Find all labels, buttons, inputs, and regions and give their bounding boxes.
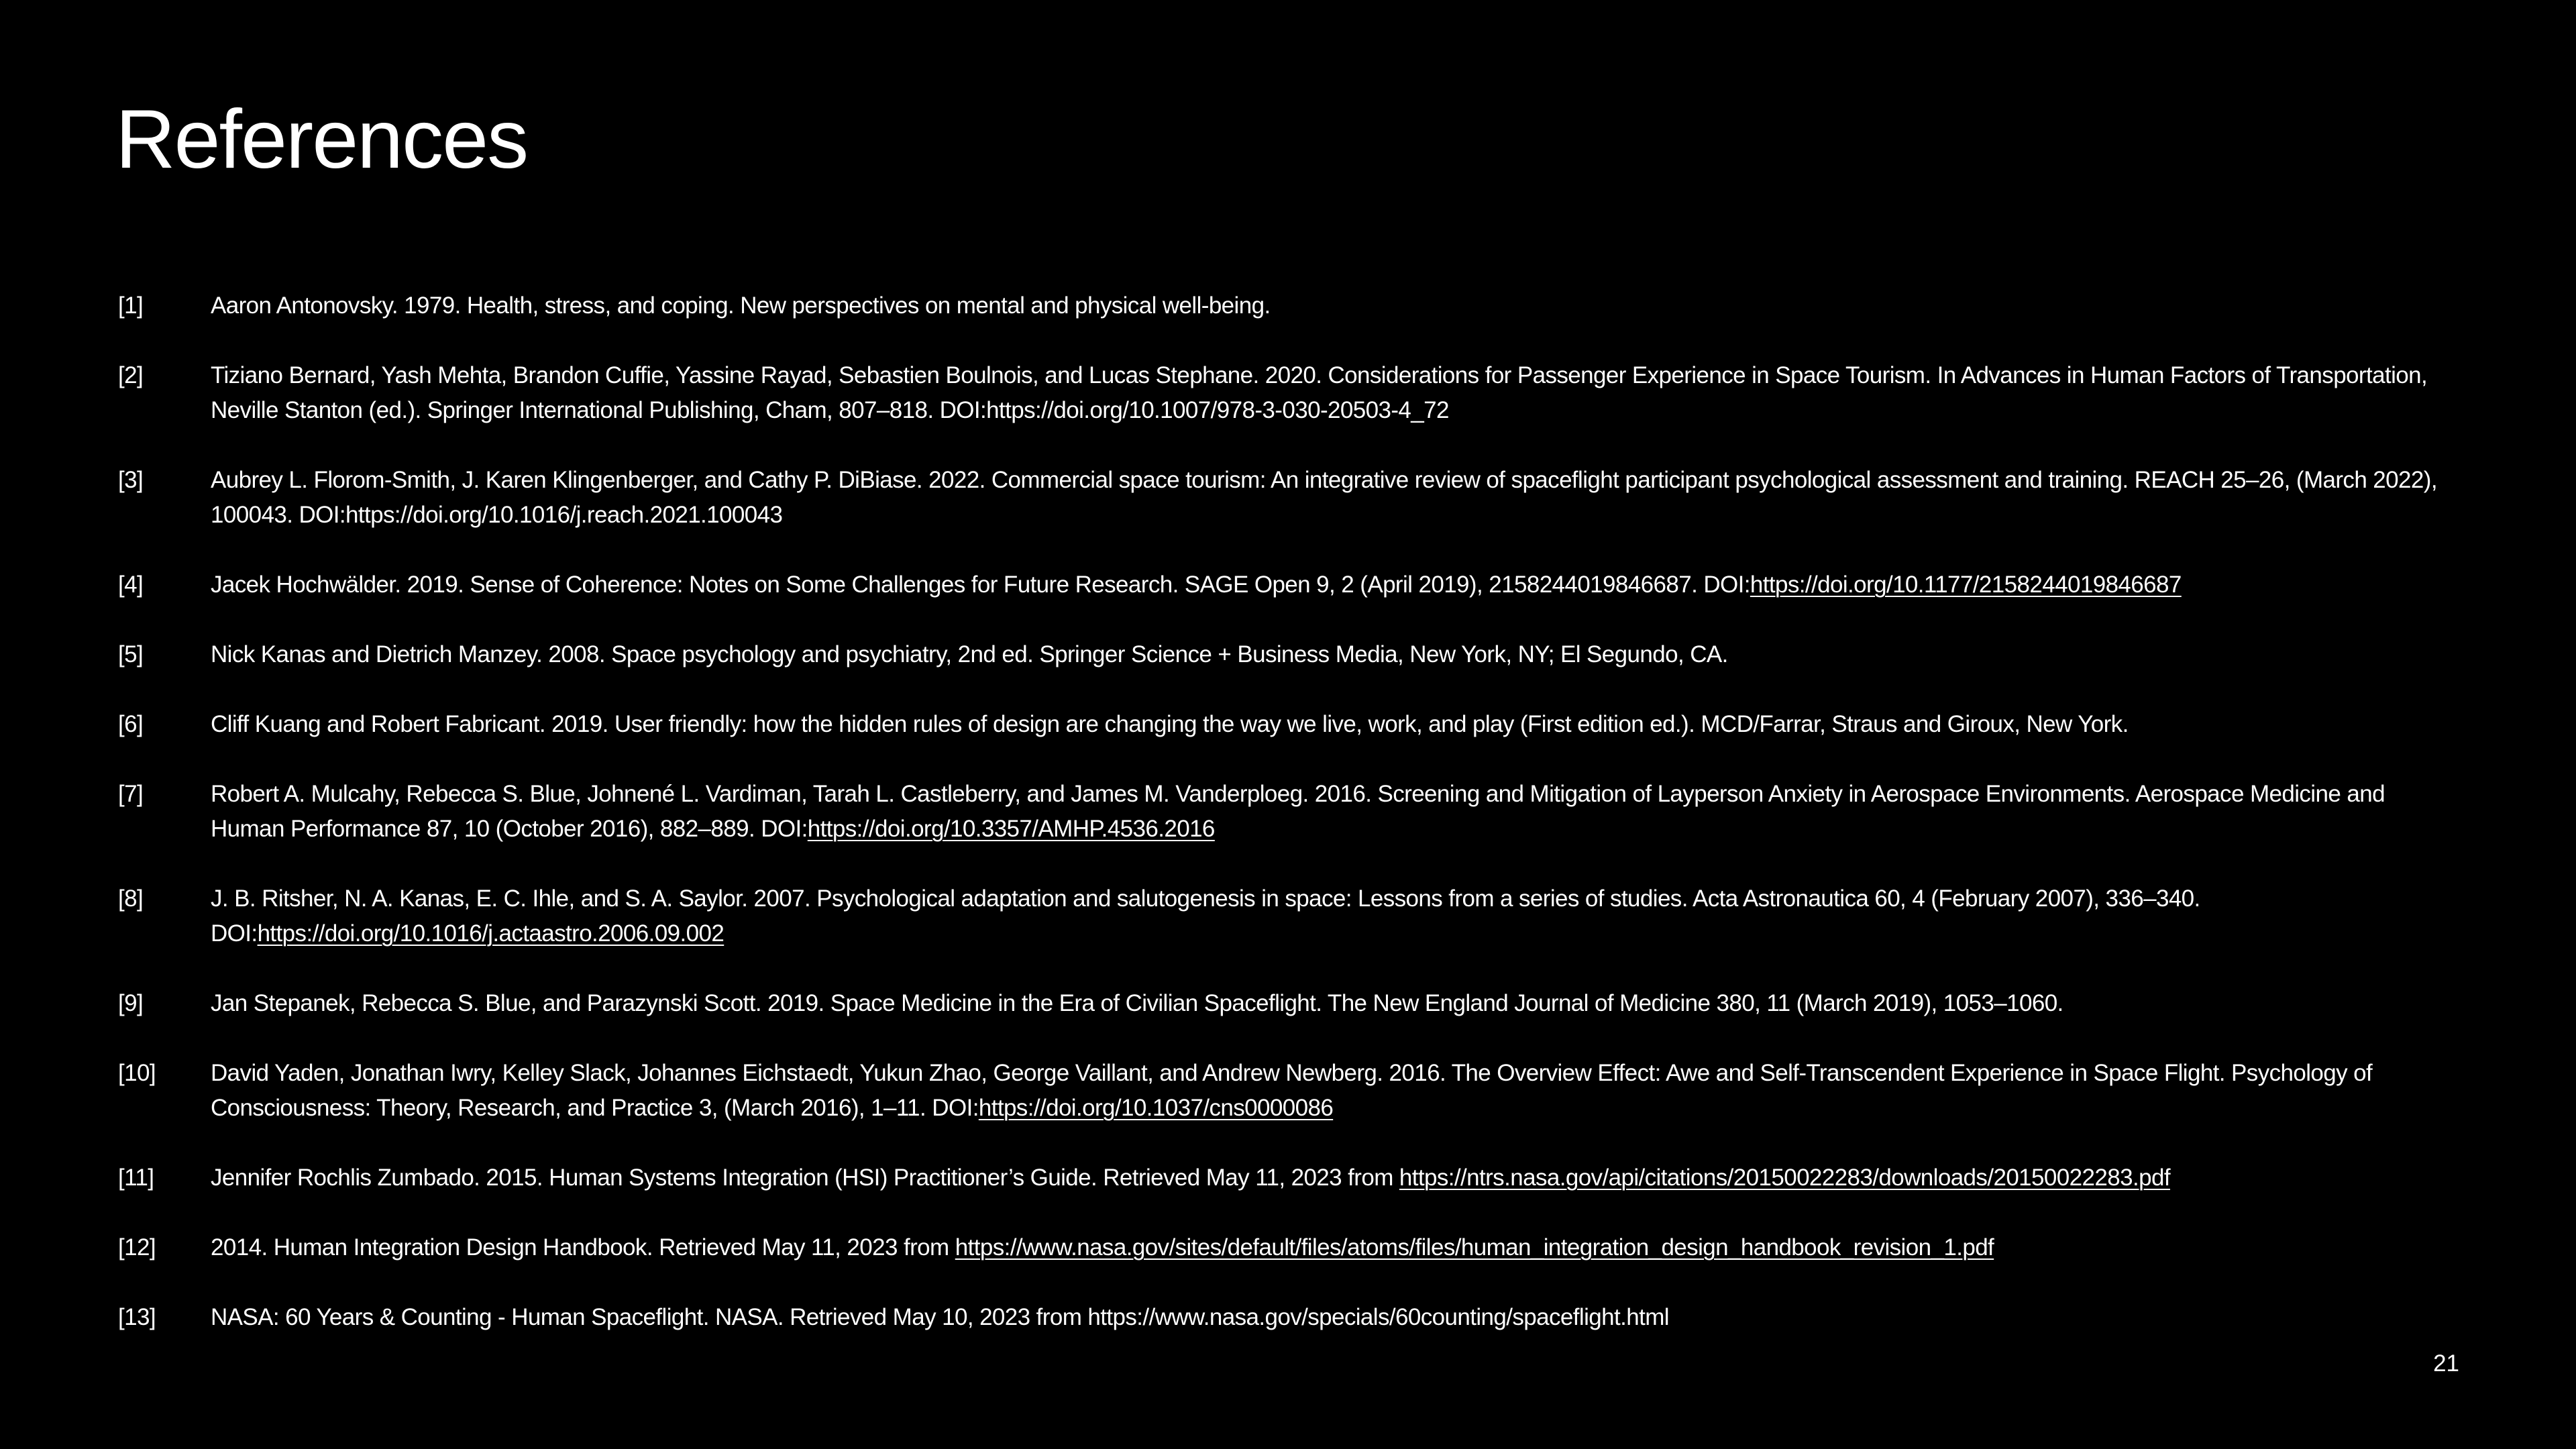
reference-item (118, 288, 2459, 323)
reference-text (211, 881, 2459, 951)
reference-citation: Nick Kanas and Dietrich Manzey. 2008. Space psychology and psychiatry, 2nd ed. Springer Science + Business Media, New York, NY; El Segundo, CA. (211, 641, 1728, 667)
url-link[interactable]: https://www.nasa.gov/sites/default/files/atoms/files/human_integration_design_handbook_revision_1.pdf (955, 1234, 1994, 1260)
reference-number: [3] (118, 467, 144, 493)
reference-text (211, 986, 2459, 1021)
reference-text (211, 1300, 2459, 1335)
reference-text (211, 637, 2459, 672)
reference-citation: Aaron Antonovsky. 1979. Health, stress, and coping. New perspectives on mental and physical well-being. (211, 292, 1271, 319)
reference-citation: Jan Stepanek, Rebecca S. Blue, and Parazynski Scott. 2019. Space Medicine in the Era of Civilian Spaceflight. The New England Journal of Medicine 380, 11 (March 2019), 1053–1060. (211, 990, 2063, 1016)
reference-item (118, 986, 2459, 1021)
reference-number: [12] (118, 1234, 156, 1260)
reference-text (211, 288, 2459, 323)
reference-citation: David Yaden, Jonathan Iwry, Kelley Slack, Johannes Eichstaedt, Yukun Zhao, George Vaillant, and Andrew Newberg. 2016. The Overview Effect: Awe and Self-Transcendent Experience in Space Flight. Psychology of Consciousness: Theory, Research, and Practice 3, (March 2016), 1–11. DOI: (211, 1060, 2373, 1121)
reference-citation: Jennifer Rochlis Zumbado. 2015. Human Systems Integration (HSI) Practitioner’s Guide. Retrieved May 11, 2023 from (211, 1165, 1399, 1191)
reference-text (211, 707, 2459, 742)
reference-item (118, 1161, 2459, 1195)
reference-number: [6] (118, 711, 144, 737)
doi-link[interactable]: https://doi.org/10.1037/cns0000086 (978, 1095, 1334, 1121)
reference-citation: Jacek Hochwälder. 2019. Sense of Coherence: Notes on Some Challenges for Future Research. SAGE Open 9, 2 (April 2019), 2158244019846687. DOI: (211, 572, 1750, 598)
reference-text (211, 1161, 2459, 1195)
reference-citation: Robert A. Mulcahy, Rebecca S. Blue, Johnené L. Vardiman, Tarah L. Castleberry, and James M. Vanderploeg. 2016. Screening and Mitigation of Layperson Anxiety in Aerospace Environments. Aerospace Medicine and Human Performance 87, 10 (October 2016), 882–889. DOI: (211, 781, 2385, 842)
reference-item (118, 358, 2459, 428)
reference-number: [7] (118, 781, 144, 807)
reference-list (118, 288, 2459, 1370)
reference-citation: NASA: 60 Years & Counting - Human Spaceflight. NASA. Retrieved May 10, 2023 from https://www.nasa.gov/specials/60counting/spaceflight.html (211, 1304, 1669, 1330)
reference-number: [10] (118, 1060, 156, 1086)
reference-item (118, 881, 2459, 951)
reference-citation: J. B. Ritsher, N. A. Kanas, E. C. Ihle, and S. A. Saylor. 2007. Psychological adaptation and salutogenesis in space: Lessons from a series of studies. Acta Astronautica 60, 4 (February 2007), 336–340. DOI: (211, 885, 2200, 947)
reference-text (211, 463, 2459, 533)
doi-link[interactable]: https://doi.org/10.1016/j.actaastro.2006.09.002 (257, 920, 724, 947)
reference-item (118, 777, 2459, 847)
reference-item (118, 463, 2459, 533)
reference-text (211, 1056, 2459, 1126)
reference-citation: Aubrey L. Florom-Smith, J. Karen Klingenberger, and Cathy P. DiBiase. 2022. Commercial space tourism: An integrative review of spaceflight participant psychological assessment and training. REACH 25–26, (March 2022), 100043. DOI:https://doi.org/10.1016/j.reach.2021.100043 (211, 467, 2437, 528)
reference-item (118, 1230, 2459, 1265)
reference-number: [4] (118, 572, 144, 598)
reference-number: [1] (118, 292, 144, 319)
reference-citation: 2014. Human Integration Design Handbook. Retrieved May 11, 2023 from (211, 1234, 955, 1260)
reference-number: [5] (118, 641, 144, 667)
reference-number: [2] (118, 362, 144, 388)
reference-text (211, 777, 2459, 847)
doi-link[interactable]: https://doi.org/10.3357/AMHP.4536.2016 (807, 816, 1215, 842)
reference-item (118, 1056, 2459, 1126)
reference-citation: Cliff Kuang and Robert Fabricant. 2019. User friendly: how the hidden rules of design are changing the way we live, work, and play (First edition ed.). MCD/Farrar, Straus and Giroux, New York. (211, 711, 2129, 737)
page-title: References (115, 93, 528, 186)
reference-number: [8] (118, 885, 144, 912)
reference-item (118, 637, 2459, 672)
reference-number: [11] (118, 1165, 154, 1191)
reference-text (211, 1230, 2459, 1265)
page-number: 21 (2433, 1350, 2459, 1377)
reference-item (118, 1300, 2459, 1335)
doi-link[interactable]: https://doi.org/10.1177/2158244019846687 (1750, 572, 2182, 598)
reference-text (211, 358, 2459, 428)
url-link[interactable]: https://ntrs.nasa.gov/api/citations/20150022283/downloads/20150022283.pdf (1399, 1165, 2170, 1191)
reference-item (118, 568, 2459, 602)
reference-item (118, 707, 2459, 742)
reference-citation: Tiziano Bernard, Yash Mehta, Brandon Cuffie, Yassine Rayad, Sebastien Boulnois, and Lucas Stephane. 2020. Considerations for Passenger Experience in Space Tourism. In Advances in Human Factors of Transportation, Neville Stanton (ed.). Springer International Publishing, Cham, 807–818. DOI:https://doi.org/10.1007/978-3-030-20503-4_72 (211, 362, 2428, 423)
reference-number: [13] (118, 1304, 156, 1330)
reference-number: [9] (118, 990, 144, 1016)
reference-text (211, 568, 2459, 602)
